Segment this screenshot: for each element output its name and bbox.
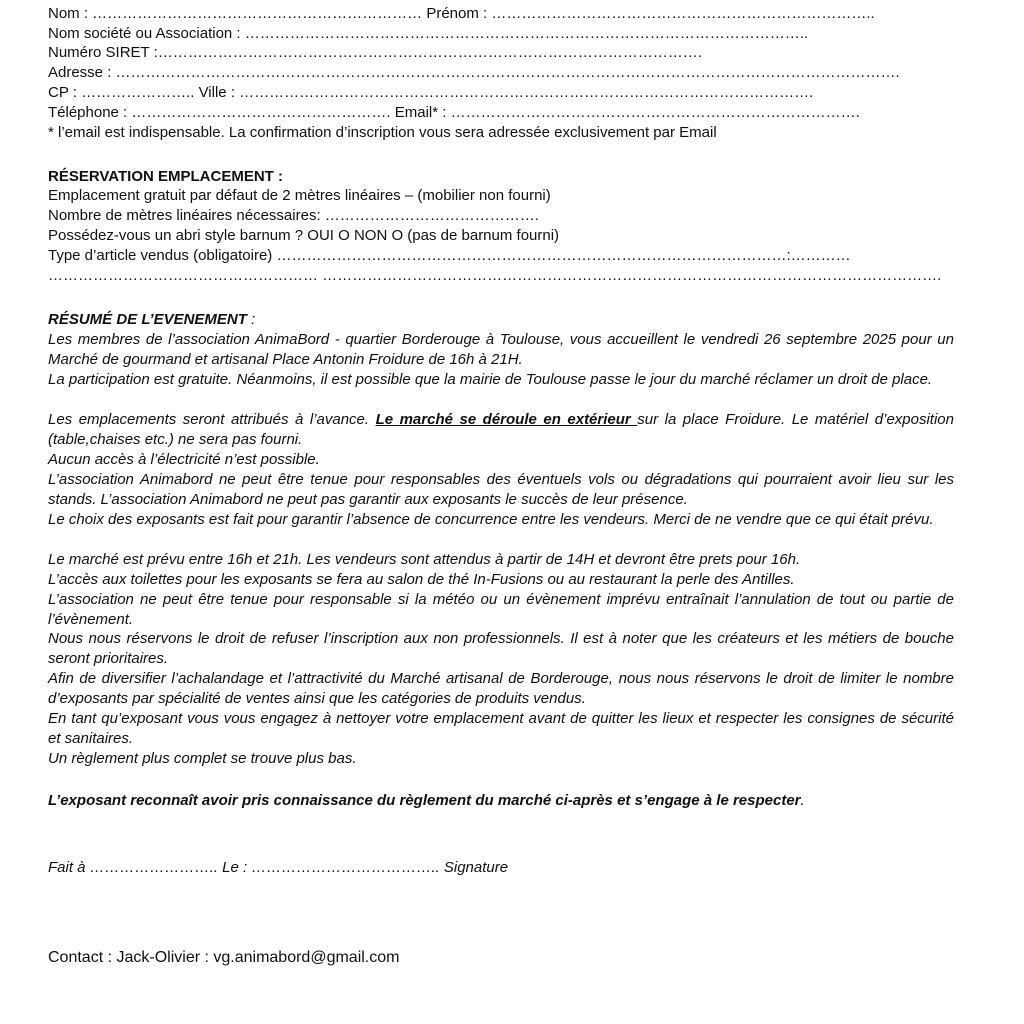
resume-paragraph-weather: L’association ne peut être tenue pour responsable si la météo ou un évènement imprévu entraînait l’annulation de tout ou partie de l’évènement. [48,591,954,628]
acknowledgement-text: L’exposant reconnaît avoir pris connaissance du règlement du marché ci-après et s’engage à le respecter [48,792,801,809]
resume-p3-outdoor: Le marché se déroule en extérieur [375,411,638,428]
email-note: * l’email est indispensable. La confirmation d’inscription vous sera adressée exclusivement par Email [48,124,717,141]
field-telephone-email: Téléphone : ……………………………………………. Email* : ………………………………………………………………………. [48,104,860,121]
reservation-line-meters: Nombre de mètres linéaires nécessaires: ……………………………………. [48,207,539,224]
field-nom-prenom: Nom : ………………………………………………………… Prénom : ………………………………………………………………….. [48,5,875,22]
resume-paragraph-liability: L’association Animabord ne peut être tenue pour responsables des éventuels vols ou dégradations qui pourraient avoir lieu sur les stands. L’association Animabord ne peut pas garantir aux exposants le succès de leur présence. [48,471,954,508]
resume-paragraph-participation: La participation est gratuite. Néanmoins, il est possible que la mairie de Toulouse passe le jour du marché réclamer un droit de place. [48,371,933,388]
reservation-line-default: Emplacement gratuit par défaut de 2 mètres linéaires – (mobilier non fourni) [48,187,551,204]
resume-paragraph-schedule: Le marché est prévu entre 16h et 21h. Les vendeurs sont attendus à partir de 14H et devront être prets pour 16h. [48,551,801,568]
resume-paragraph-choice: Le choix des exposants est fait pour garantir l’absence de concurrence entre les vendeurs. Merci de ne vendre que ce qui était prévu. [48,511,934,528]
acknowledgement [48,791,805,811]
contact-line: Contact : Jack-Olivier : vg.animabord@gmail.com [48,949,400,966]
resume-paragraph-professionals: Nous nous réservons le droit de refuser l’inscription aux non professionnels. Il est à noter que les créateurs et les métiers de bouche seront prioritaires. [48,630,954,667]
resume-paragraph-cleaning: En tant qu’exposant vous vous engagez à nettoyer votre emplacement avant de quitter les lieux et respecter les consignes de sécurité et sanitaires. [48,710,954,747]
resume-paragraph-rules-note: Un règlement plus complet se trouve plus bas. [48,750,357,767]
field-siret: Numéro SIRET :………………………………………………………………………………………………. [48,44,702,61]
signature-line: Fait à …………………….. Le : ……………………………….. Signature [48,859,509,876]
resume-paragraph-intro: Les membres de l’association AnimaBord - quartier Borderouge à Toulouse, vous accueillent le vendredi 26 septembre 2025 pour un Marché de gourmand et artisanal Place Antonin Froidure de 16h à 21H. [48,331,954,368]
reservation-line-extra: ……………………………………………… ……………………………………………………………………………………………………………. [48,267,942,284]
resume-heading [48,310,255,330]
resume-paragraph-diversity: Afin de diversifier l’achalandage et l’attractivité du Marché artisanal de Borderouge, nous nous réservons le droit de limiter le nombre d’exposants par spécialité de ventes ainsi que les catégories de produits vendus. [48,670,954,707]
resume-paragraph-emplacements [48,410,954,450]
resume-p3-end: sur la place Froidure. Le matériel d’exposition (table,chaises etc.) ne sera pas fourni. [48,411,954,448]
reservation-line-article-type: Type d’article vendus (obligatoire) …………………………………………………………………………………………:………… [48,247,851,264]
resume-paragraph-electricity: Aucun accès à l’électricité n’est possible. [48,451,320,468]
resume-p3-start: Les emplacements seront attribués à l’avance. [48,411,376,428]
resume-paragraph-toilets: L’accès aux toilettes pour les exposants se fera au salon de thé In-Fusions ou au restaurant la perle des Antilles. [48,571,795,588]
field-societe: Nom société ou Association : ………………………………………………………………………………………………….. [48,25,809,42]
reservation-heading: RÉSERVATION EMPLACEMENT : [48,168,284,185]
acknowledgement-suffix: . [800,792,805,809]
resume-heading-label: RÉSUMÉ DE L’EVENEMENT [48,311,247,328]
resume-heading-suffix: : [246,311,256,328]
reservation-line-barnum: Possédez-vous un abri style barnum ? OUI O NON O (pas de barnum fourni) [48,227,560,244]
field-cp-ville: CP : ………………….. Ville : ……………………………………………………………………………………………………. [48,84,814,101]
field-adresse: Adresse : …………………………………………………………………………………………………………………………………………. [48,64,900,81]
